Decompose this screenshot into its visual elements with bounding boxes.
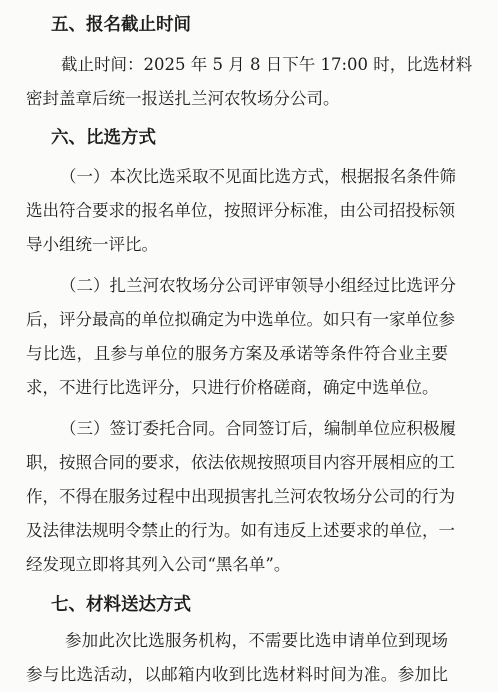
para-2-line-4: 求，不进行比选评分，只进行价格磋商，确定中选单位。 — [26, 378, 439, 397]
para-1-line-3: 导小组统一评比。 — [26, 235, 158, 254]
section-5-line-2: 密封盖章后统一报送扎兰河农牧场分公司。 — [26, 89, 340, 108]
para-1-line-2: 选出符合要求的报名单位，按照评分标准，由公司招投标领 — [26, 201, 455, 220]
para-3-line-3: 作，不得在服务过程中出现损害扎兰河农牧场分公司的行为 — [26, 487, 455, 506]
para-3-line-1: （三）签订委托合同。合同签订后，编制单位应积极履 — [60, 419, 456, 438]
section-7-line-1: 参加此次比选服务机构，不需要比选申请单位到现场 — [65, 631, 448, 650]
section-5-heading: 五、报名截止时间 — [51, 15, 191, 35]
section-7-line-2: 参与比选活动，以邮箱内收到比选材料时间为准。参加比 — [26, 665, 448, 684]
para-2-line-2: 后，评分最高的单位拟确定为中选单位。如只有一家单位参 — [26, 310, 455, 329]
para-3-line-4: 及法律法规明令禁止的行为。如有违反上述要求的单位，一 — [26, 521, 455, 540]
section-6-heading: 六、比选方式 — [51, 128, 156, 148]
para-2-line-1: （二）扎兰河农牧场分公司评审领导小组经过比选评分 — [60, 276, 456, 295]
para-1-line-1: （一）本次比选采取不见面比选方式，根据报名条件筛 — [60, 167, 456, 186]
para-2-line-3: 与比选，且参与单位的服务方案及承诺等条件符合业主要 — [26, 344, 448, 363]
para-3-line-5: 经发现立即将其列入公司“黑名单”。 — [26, 555, 291, 574]
section-7-heading: 七、材料送达方式 — [51, 595, 191, 615]
para-3-line-2: 职，按照合同的要求，依法依规按照项目内容开展相应的工 — [26, 453, 455, 472]
section-5-line-1: 截止时间：2025 年 5 月 8 日下午 17:00 时，比选材料 — [61, 55, 473, 74]
